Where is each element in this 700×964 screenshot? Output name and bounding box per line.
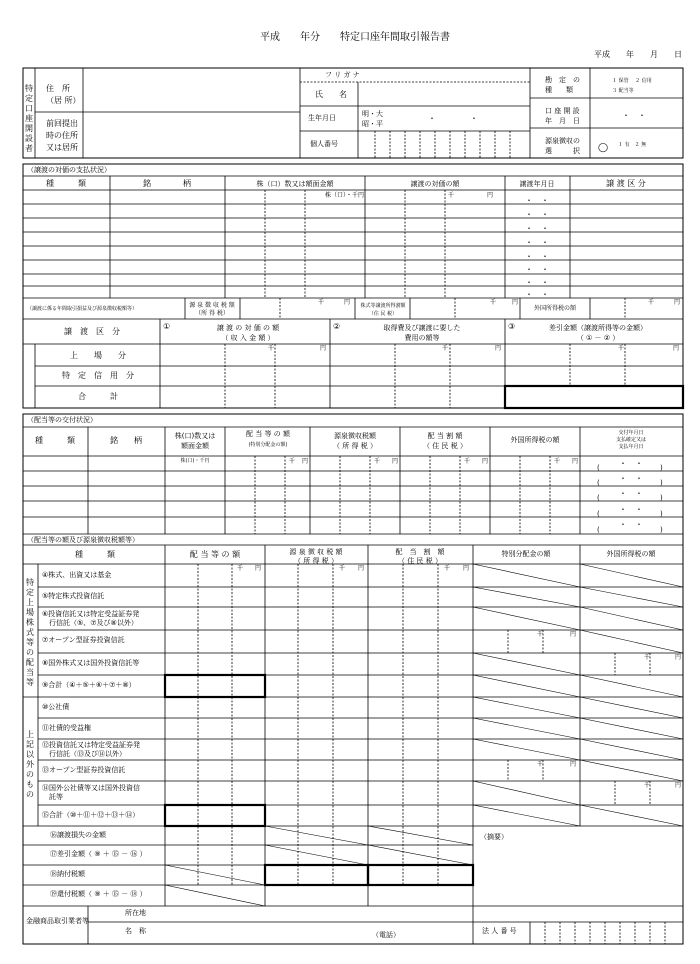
remarks-label: （摘要） xyxy=(480,833,508,841)
company-location-label: 所在地 xyxy=(125,909,146,917)
delivery-date-dot: ・ ・ xyxy=(619,520,643,529)
totals-row-8: ⑧国外株式又は国外投資信託等 xyxy=(42,659,140,667)
delivery-unit-sen: 千 xyxy=(374,458,381,465)
open-date-value: ・ ・ xyxy=(622,111,646,120)
open-date-label: 口 座 開 設 年 月 日 xyxy=(545,107,580,125)
summary-unit-sen: 千 xyxy=(618,345,625,352)
form-title: 平成 年分 特定口座年間取引報告書 xyxy=(260,32,450,43)
group1-label: 特定上場株式等の配当等 xyxy=(26,578,34,687)
totals-row-10: ⑩公社債 xyxy=(42,703,70,711)
delivery-date-dot: ・ ・ xyxy=(619,459,643,468)
totals-row-15: ⑮合計（⑩＋⑪＋⑫＋⑬＋⑭） xyxy=(42,811,140,819)
report-date: 平成 年 月 日 xyxy=(594,50,682,59)
totals-col-amount: 配 当 等 の 額 xyxy=(189,550,241,559)
delivery-col-withholding: 源泉徴収税額 （ 所 得 税 ） xyxy=(333,432,377,450)
totals-col-levy: 配 当 割 額 （ 住 民 税 ） xyxy=(395,548,445,565)
summary-col1-no: ① xyxy=(163,322,171,331)
totals-row-4: ④株式、出資又は基金 xyxy=(42,571,112,579)
totals-row-6: ⑥投資信託又は特定受益証券発 行信託（⑤、⑦及び⑧以外） xyxy=(42,610,140,627)
summary-col3-no: ③ xyxy=(508,322,516,331)
transfer-col-price: 譲渡の対価の額 xyxy=(410,180,460,188)
transfer-date-dot: ・ ・ xyxy=(525,196,549,205)
delivery-date-dot: ・ ・ xyxy=(619,505,643,514)
levy-unit-en: 円 xyxy=(512,299,519,306)
paren-close: ) xyxy=(660,464,663,472)
totals-unit-sen: 千 xyxy=(444,565,451,572)
summary-unit-en: 円 xyxy=(320,345,327,352)
delivery-section-title: （配当等の交付状況） xyxy=(27,416,97,424)
tax-unit-en: 円 xyxy=(344,299,351,306)
delivery-col-amount: 配 当 等 の 額 xyxy=(246,430,290,438)
delivery-col-foreign: 外国所得税の額 xyxy=(510,436,560,444)
svg-text:◯: ◯ xyxy=(598,143,609,153)
delivery-unit-sen: 千 xyxy=(289,458,296,465)
summary-col2-no: ② xyxy=(333,322,341,331)
delivery-date-dot: ・ ・ xyxy=(619,489,643,498)
transfer-date-dot: ・ ・ xyxy=(525,252,549,261)
transfer-col-shares: 株（口）数又は額面金額 xyxy=(256,180,334,188)
special-unit-sen-2: 千 xyxy=(537,761,544,768)
withholding-tax-label: 源 泉 徴 収 税 額 （所 得 税） xyxy=(189,302,235,317)
totals-col-type: 種 類 xyxy=(75,550,115,559)
totals-col-special: 特別分配金の額 xyxy=(501,550,551,558)
foreign-unit-sen-3: 千 xyxy=(644,782,651,789)
summary-row-19: ⑲還付税額（ ⑨ ＋ ⑮ － ⑱ ） xyxy=(50,890,147,898)
paren-close: ) xyxy=(660,479,663,487)
totals-row-7: ⑦オープン型証券投資信託 xyxy=(42,636,125,644)
foreign-unit-sen: 千 xyxy=(648,299,655,306)
personal-number-label: 個人番号 xyxy=(310,140,338,148)
summary-row-listed: 上 場 分 xyxy=(70,351,126,360)
company-phone-label: （電話） xyxy=(372,931,400,939)
delivery-unit-sen: 千 xyxy=(554,458,561,465)
totals-row-5: ⑤特定株式投資信託 xyxy=(42,592,105,600)
group2-label: 上記以外のもの xyxy=(26,730,34,799)
delivery-col-shares: 株(口)数又は 額面金額 xyxy=(174,432,216,450)
totals-row-13: ⑬オープン型証券投資信託 xyxy=(42,766,126,774)
foreign-unit-en-2: 円 xyxy=(675,654,682,661)
name-label: 氏 名 xyxy=(315,90,347,99)
paren-open: ( xyxy=(597,526,600,534)
birthdate-label: 生年月日 xyxy=(308,114,336,122)
totals-unit-en: 円 xyxy=(255,565,262,572)
transfer-unit-en: 円 xyxy=(487,192,494,199)
address-label: 住 所 （居 所） xyxy=(46,84,81,105)
summary-col2: 取得費及び譲渡に要した 費用の額等 xyxy=(383,324,461,342)
delivery-date-dot: ・ ・ xyxy=(619,474,643,483)
special-unit-en: 円 xyxy=(570,631,577,638)
transfer-col-date: 譲渡年月日 xyxy=(519,180,555,188)
transfer-date-dot: ・ ・ xyxy=(525,278,549,287)
withholding-choice-options: １ 有 ２ 無 xyxy=(618,142,647,148)
furigana-label: フ リ ガ ナ xyxy=(325,71,360,79)
summary-unit-sen: 千 xyxy=(268,345,275,352)
paren-open: ( xyxy=(597,510,600,518)
transfer-date-dot: ・ ・ xyxy=(525,265,549,274)
summary-unit-en: 円 xyxy=(673,345,680,352)
delivery-col-type: 種 類 xyxy=(35,436,75,445)
birth-dot-2: ・ xyxy=(470,114,478,123)
delivery-col-date: 交付年月日 支払確定又は 支払年月日 xyxy=(615,430,647,450)
summary-row-16: ⑯譲渡損失の金額 xyxy=(50,831,106,839)
stock-transfer-tax-label: 株式等譲渡所得割額 （住 民 税） xyxy=(360,303,406,317)
paren-close: ) xyxy=(660,526,663,534)
paren-open: ( xyxy=(597,479,600,487)
summary-col3: 差引金額（譲渡所得等の金額） （ ① － ② ） xyxy=(549,324,647,342)
era-options: 明・大 昭・平 xyxy=(362,110,383,128)
totals-unit-sen: 千 xyxy=(339,565,346,572)
delivery-col-shares-unit: 株(口)・千円 xyxy=(180,458,210,464)
account-type-label: 勘 定 の 種 類 xyxy=(545,76,580,94)
prev-address-label: 前回提出 時の住所 又は居所 xyxy=(46,119,78,152)
delivery-unit-en: 円 xyxy=(572,458,579,465)
withholding-choice-label: 源泉徴収の 選 択 xyxy=(545,137,580,155)
totals-row-9: ⑨合計（④＋⑤＋⑥＋⑦＋⑧） xyxy=(42,681,136,689)
summary-row-margin: 特 定 信 用 分 xyxy=(62,371,134,380)
transfer-col-shares-unit: 株（口）・千円 xyxy=(324,192,364,199)
totals-unit-en: 円 xyxy=(358,565,365,572)
summary-unit-sen: 千 xyxy=(442,345,449,352)
totals-row-11: ⑪社債的受益権 xyxy=(42,724,91,732)
transfer-sub-label: （譲渡に係る年間取引損益及び源泉徴収税額等） xyxy=(27,306,138,312)
paren-close: ) xyxy=(660,510,663,518)
transfer-date-dot: ・ ・ xyxy=(525,210,549,219)
corp-number-label: 法 人 番 号 xyxy=(482,927,517,935)
delivery-unit-en: 円 xyxy=(392,458,399,465)
foreign-unit-sen-2: 千 xyxy=(644,654,651,661)
summary-col-class: 譲 渡 区 分 xyxy=(64,327,120,336)
totals-col-withholding: 源 泉 徴 収 税 額 （ 所 得 税 ） xyxy=(289,548,343,565)
summary-row-total: 合 計 xyxy=(78,392,118,401)
company-name-label: 名 称 xyxy=(125,927,146,935)
delivery-unit-en: 円 xyxy=(482,458,489,465)
delivery-col-issue: 銘 柄 xyxy=(110,436,142,445)
paren-close: ) xyxy=(660,494,663,502)
summary-row-17: ⑰差引金額（ ⑨ ＋ ⑮ － ⑯ ） xyxy=(50,850,147,858)
transfer-date-dot: ・ ・ xyxy=(525,238,549,247)
transfer-col-type: 種 類 xyxy=(46,179,86,188)
special-unit-en-2: 円 xyxy=(570,761,577,768)
totals-section-title: （配当等の額及び源泉徴収税額等） xyxy=(27,536,139,544)
summary-row-18: ⑱納付税額 xyxy=(50,870,85,878)
company-label: 金融商品取引業者等 xyxy=(26,917,89,925)
transfer-date-dot: ・ ・ xyxy=(525,290,549,299)
delivery-col-amount-sub: (特別分配金の額) xyxy=(248,442,288,448)
delivery-unit-sen: 千 xyxy=(464,458,471,465)
transfer-date-dot: ・ ・ xyxy=(525,224,549,233)
foreign-tax-label: 外国所得税の額 xyxy=(533,305,577,312)
tax-unit-sen: 千 xyxy=(318,299,325,306)
summary-col1: 譲 渡 の 対 価 の 額 （ 収 入 金 額 ） xyxy=(216,324,280,342)
account-type-options: １ 保管 ２ 信用 ３ 配当等 xyxy=(612,78,652,94)
totals-unit-sen: 千 xyxy=(237,565,244,572)
levy-unit-sen: 千 xyxy=(490,299,497,306)
paren-open: ( xyxy=(597,464,600,472)
holder-section-label: 特定口座開設者 xyxy=(25,84,33,153)
paren-open: ( xyxy=(597,494,600,502)
delivery-col-levy: 配 当 割 額 （ 住 民 税 ） xyxy=(423,432,467,450)
totals-row-14: ⑭国外公社債等又は国外投資信 託等 xyxy=(42,784,140,801)
summary-unit-en: 円 xyxy=(495,345,502,352)
birth-dot-1: ・ xyxy=(428,114,436,123)
special-unit-sen: 千 xyxy=(537,631,544,638)
transfer-col-issue: 銘 柄 xyxy=(143,179,191,188)
transfer-unit-sen: 千 xyxy=(448,192,455,199)
totals-row-12: ⑫投資信託又は特定受益証券発 行信託（⑬及び⑭以外） xyxy=(42,741,140,758)
totals-unit-en: 円 xyxy=(463,565,470,572)
totals-col-foreign: 外国所得税の額 xyxy=(606,550,656,558)
foreign-unit-en: 円 xyxy=(674,299,681,306)
transfer-col-class: 譲 渡 区 分 xyxy=(606,179,646,188)
delivery-unit-en: 円 xyxy=(302,458,309,465)
transfer-section-title: （譲渡の対価の支払状況） xyxy=(27,166,111,174)
foreign-unit-en-3: 円 xyxy=(675,782,682,789)
